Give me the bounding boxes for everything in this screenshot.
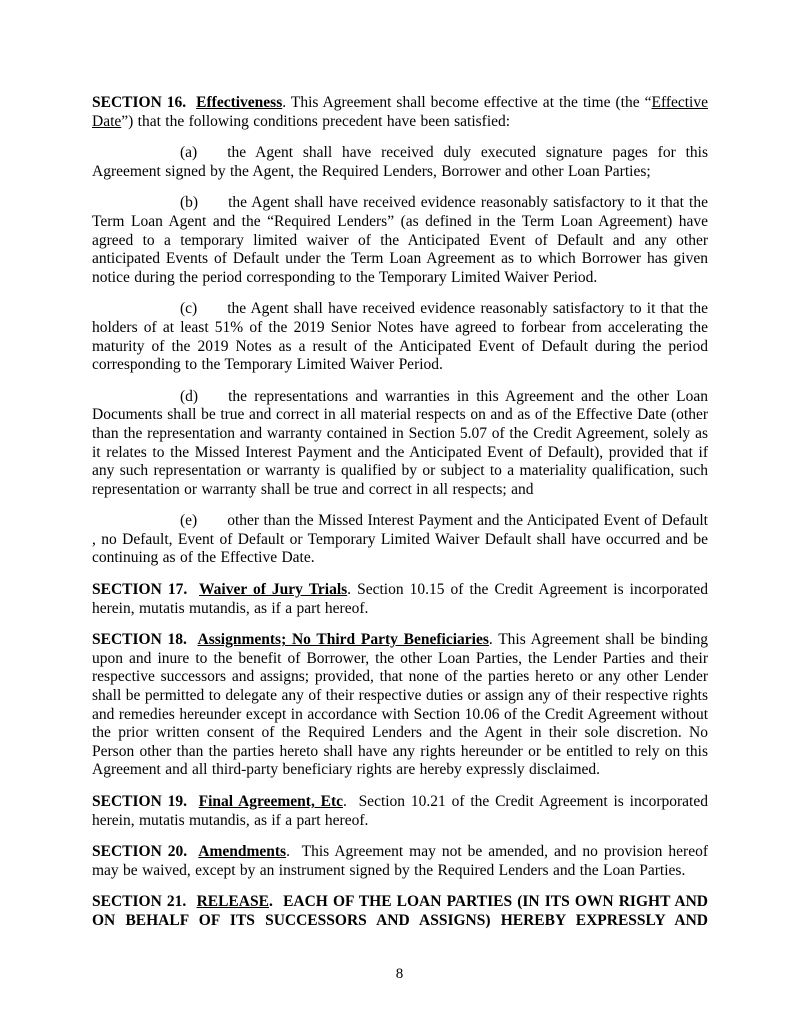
paragraph — [92, 194, 708, 287]
paragraph — [92, 793, 708, 830]
text-segment: Effectiveness — [196, 94, 283, 111]
text-segment: RELEASE — [196, 893, 269, 911]
text-segment: (c) — [180, 300, 198, 318]
paragraph — [92, 893, 708, 930]
text-segment: SECTION 16. — [92, 94, 197, 111]
text-segment: SECTION 17. — [92, 581, 199, 599]
text-segment: the Agent shall have received evidence reasonably satisfactory to it that the holders of at least 51% of the 2019 Senior Notes have agreed to forbear from accelerating the maturity of the 2019 Notes as a result of the Anticipated Event of Default during the period corresponding to the Temporary Limited Waiver Period. — [92, 300, 708, 374]
document-body — [92, 94, 708, 944]
text-segment: (e) — [180, 512, 198, 530]
text-segment: . This Agreement shall be binding upon and inure to the benefit of Borrower, the other Loan Parties, the Lender Parties and their respective successors and assigns; provided, that none of the parties hereto or any other Lender shall be permitted to delegate any of their respective duties or assign any of their respective rights and remedies hereunder except in accordance with Section 10.06 of the Credit Agreement without the prior written consent of the Required Lenders and the Agent in their sole discretion. No Person other than the parties hereto shall have any rights hereunder or be entitled to rely on this Agreement and all third-party beneficiary rights are hereby expressly disclaimed. — [92, 631, 709, 779]
text-segment: Final Agreement, Etc — [198, 793, 344, 810]
text-segment: the representations and warranties in this Agreement and the other Loan Documents shall be true and correct in all material respects on and as of the Effective Date (other than the representation and warranty contained in Section 5.07 of the Credit Agreement, solely as it relates to the Missed Interest Payment and the Anticipated Event of Default), provided that if any such representation or warranty is qualified by or subject to a materiality qualification, such representation or warranty shall be true and correct in all respects; and — [92, 387, 708, 498]
paragraph — [92, 388, 708, 500]
paragraph — [92, 631, 708, 780]
text-segment: the Agent shall have received duly executed signature pages for this Agreement signed by the Agent, the Required Lenders, Borrower and other Loan Parties; — [92, 144, 708, 180]
text-segment: Effective Date — [92, 94, 708, 130]
text-segment: . This Agreement shall become effective at the time (the “ — [282, 94, 652, 111]
text-segment: (a) — [180, 144, 198, 162]
text-segment: the Agent shall have received evidence reasonably satisfactory to it that the Term Loan Agent and the “Required Lenders” (as defined in the Term Loan Agreement) have agreed to a temporary limited waiver of the Anticipated Event of Default and any other anticipated Events of Default under the Term Loan Agreement as to which Borrower has given notice during the period corresponding to the Temporary Limited Waiver Period. — [92, 194, 708, 286]
text-segment: . Section 10.15 of the Credit Agreement is incorporated herein, mutatis mutandis, as if a part hereof. — [92, 581, 708, 617]
paragraph — [92, 512, 708, 568]
paragraph — [92, 94, 708, 131]
text-segment: (b) — [180, 194, 199, 212]
text-segment: . Section 10.21 of the Credit Agreement is incorporated herein, mutatis mutandis, as if a part hereof. — [92, 793, 708, 829]
page-number: 8 — [395, 966, 404, 982]
paragraph — [92, 144, 708, 181]
text-segment: Waiver of Jury Trials — [199, 581, 348, 599]
text-segment: Assignments; No Third Party Beneficiaries — [197, 631, 489, 649]
text-segment: SECTION 20. — [92, 843, 199, 861]
text-segment: SECTION 19. — [92, 793, 199, 810]
text-segment: Amendments — [198, 843, 287, 861]
text-segment: ”) that the following conditions precedent have been satisfied: — [121, 112, 511, 130]
paragraph — [92, 300, 708, 374]
paragraph — [92, 581, 708, 618]
text-segment: (d) — [180, 387, 199, 405]
text-segment: . This Agreement may not be amended, and no provision hereof may be waived, except by an instrument signed by the Required Lenders and the Loan Parties. — [92, 843, 708, 879]
text-segment: SECTION 18. — [92, 631, 198, 649]
text-segment: SECTION 21. — [92, 893, 197, 911]
paragraph — [92, 843, 708, 880]
text-segment: other than the Missed Interest Payment and the Anticipated Event of Default , no Default, Event of Default or Temporary Limited Waiver Default shall have occurred and be continuing as of the Effective Date. — [92, 512, 708, 567]
text-segment: . EACH OF THE LOAN PARTIES (IN ITS OWN RIGHT AND ON BEHALF OF ITS SUCCESSORS AND ASSIGNS) HEREBY EXPRESSLY AND — [92, 893, 708, 929]
